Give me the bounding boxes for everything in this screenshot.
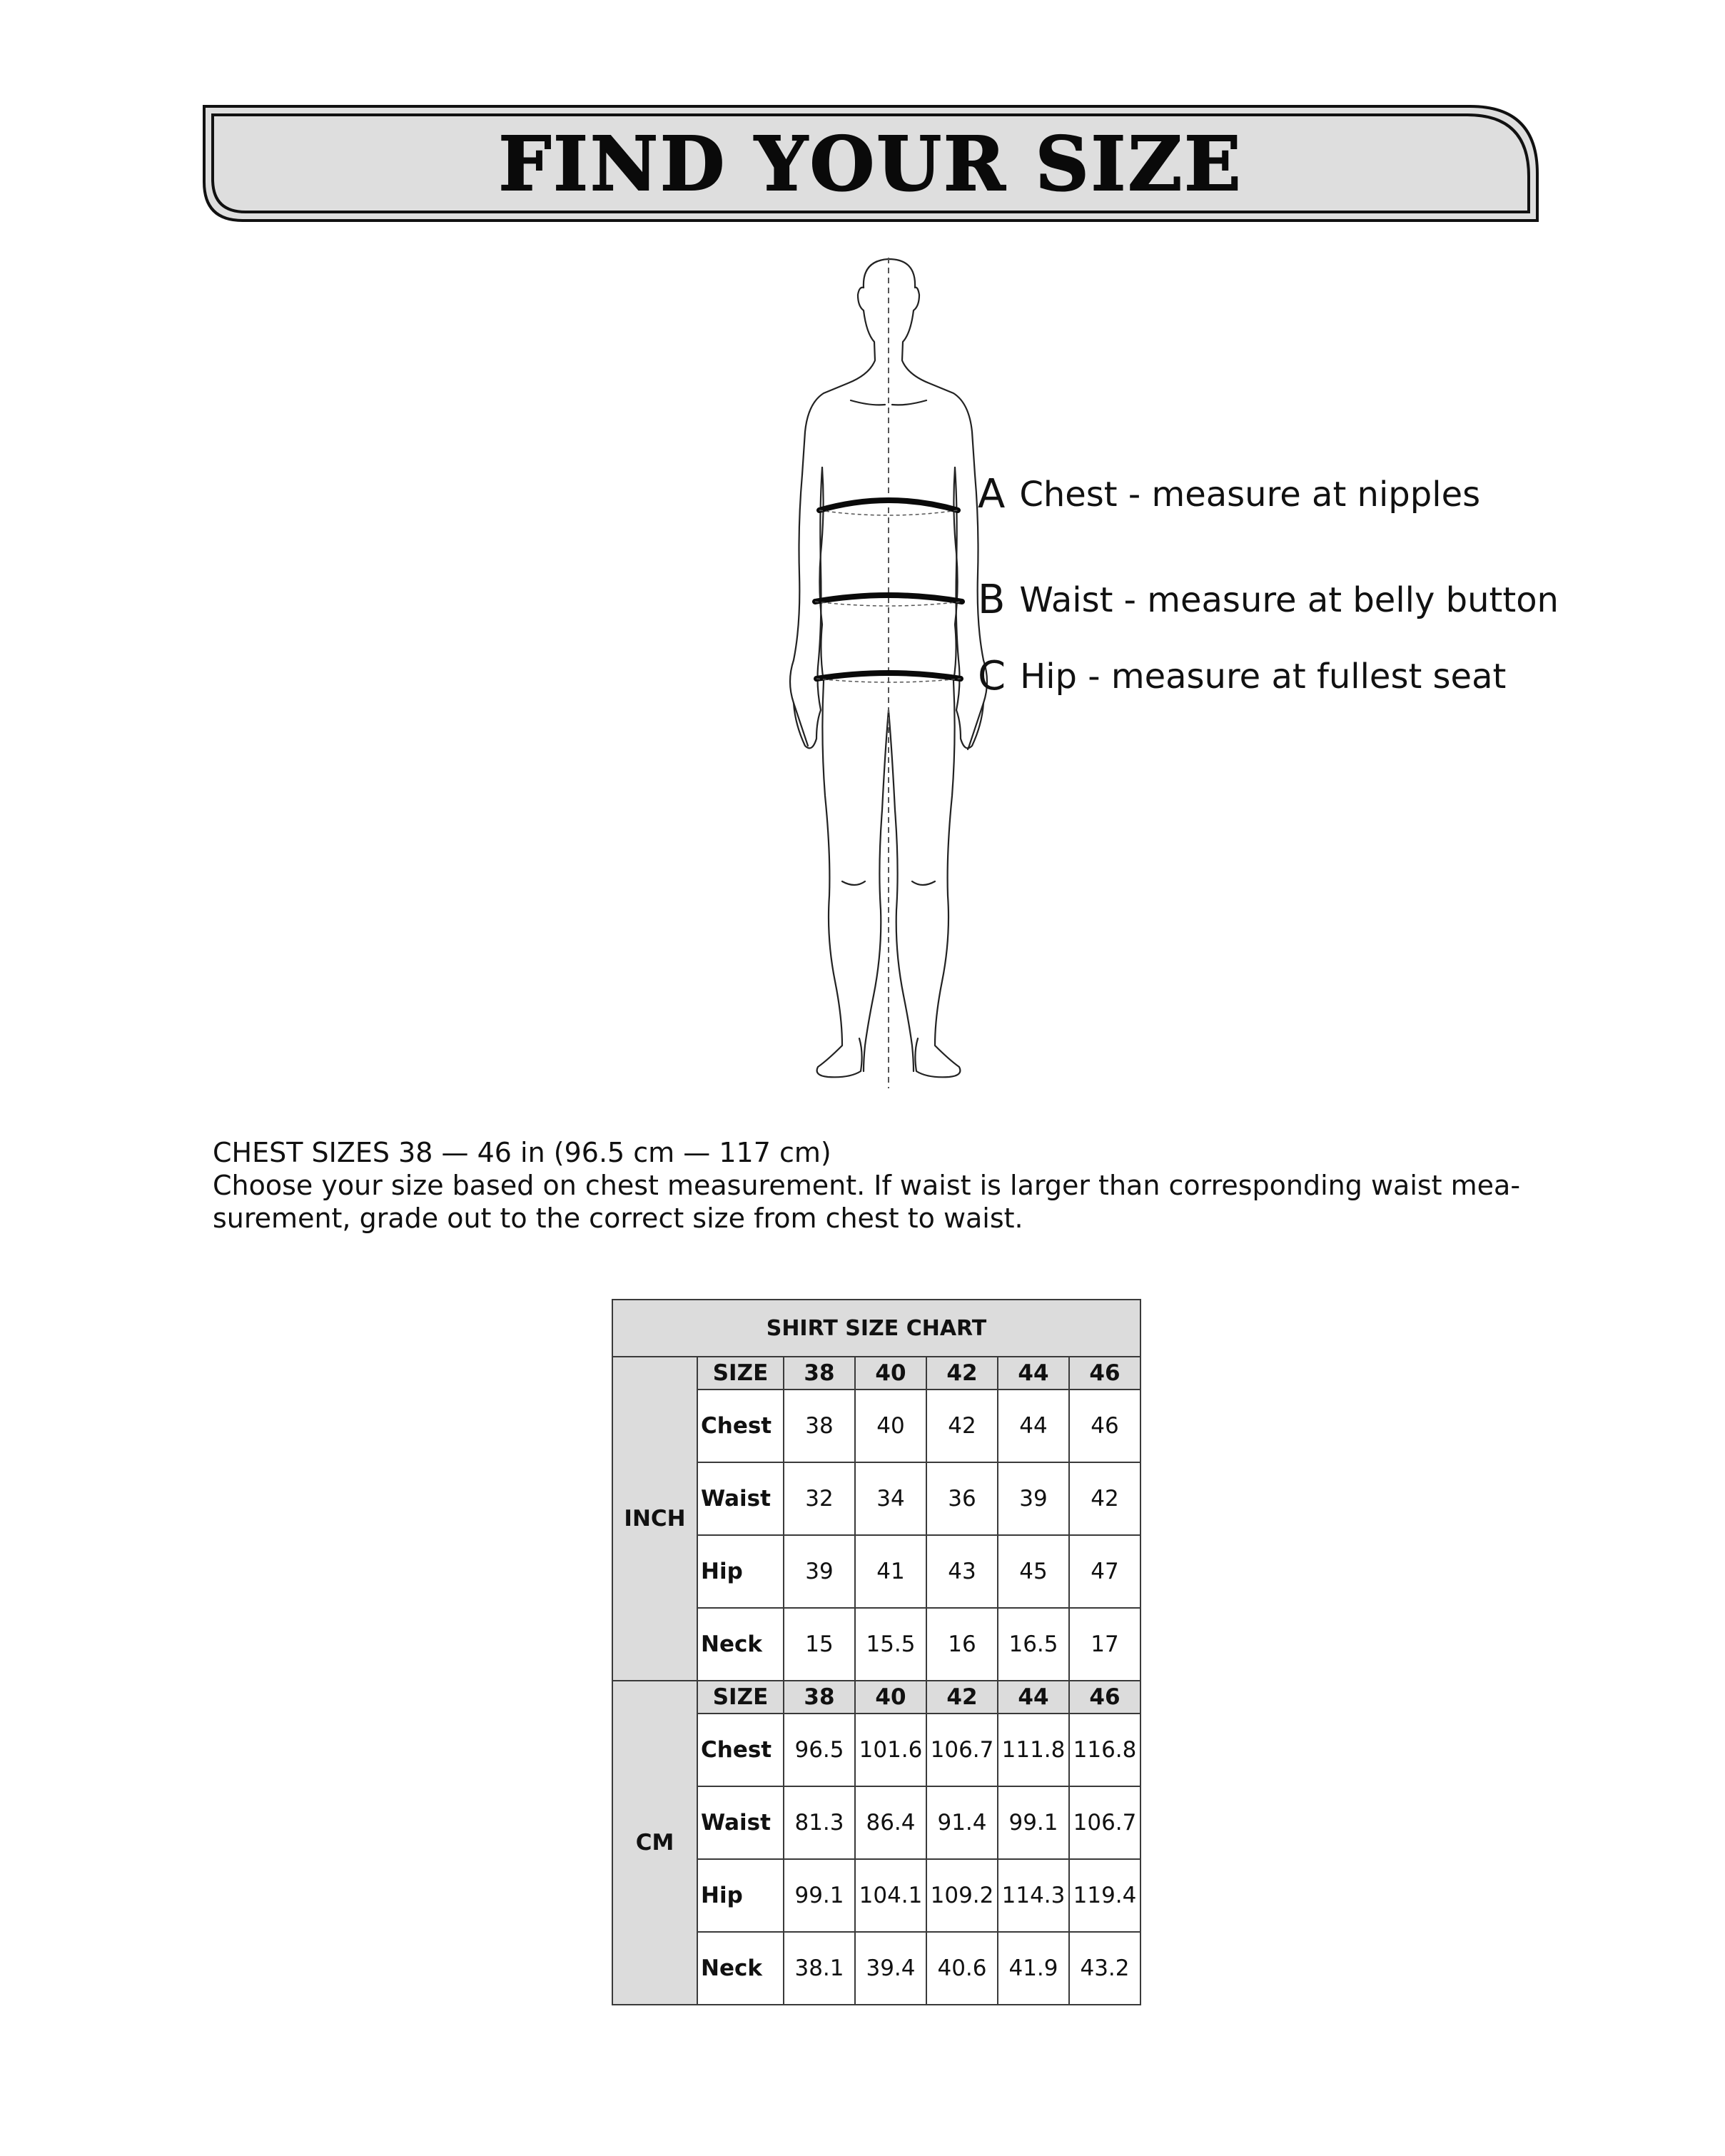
table-cell: 43 (926, 1535, 998, 1608)
size-header-cell: 38 (784, 1357, 855, 1390)
table-cell: 99.1 (784, 1859, 855, 1932)
table-cell: 42 (926, 1390, 998, 1462)
table-cell: 99.1 (998, 1786, 1069, 1859)
table-cell: 86.4 (855, 1786, 926, 1859)
size-header-row-cm (612, 1681, 1140, 1714)
measure-letter: C (978, 653, 1006, 699)
size-header-cell: 38 (784, 1681, 855, 1714)
size-header-label: SIZE (697, 1357, 784, 1390)
table-cell: 116.8 (1069, 1714, 1140, 1786)
table-cell: 39.4 (855, 1932, 926, 2005)
table-cell: 114.3 (998, 1859, 1069, 1932)
table-cell: 36 (926, 1462, 998, 1535)
size-header-cell: 44 (998, 1681, 1069, 1714)
measure-letter: A (978, 471, 1006, 517)
measure-label-waist (978, 577, 1559, 623)
table-cell: 38.1 (784, 1932, 855, 2005)
table-cell: 104.1 (855, 1859, 926, 1932)
row-label: Neck (697, 1608, 784, 1681)
table-cell: 101.6 (855, 1714, 926, 1786)
unit-label-inch: INCH (612, 1357, 697, 1681)
measure-text: Hip - measure at fullest seat (1020, 656, 1507, 697)
measure-label-hip (978, 653, 1506, 699)
table-cell: 41 (855, 1535, 926, 1608)
size-header-cell: 46 (1069, 1681, 1140, 1714)
measure-letter: B (978, 577, 1006, 623)
table-cell: 106.7 (926, 1714, 998, 1786)
size-header-cell: 40 (855, 1357, 926, 1390)
intro-line-chest-sizes: CHEST SIZES 38 — 46 in (96.5 cm — 117 cm) (213, 1137, 831, 1168)
shirt-size-chart (612, 1299, 1141, 2005)
table-cell: 16.5 (998, 1608, 1069, 1681)
table-cell: 81.3 (784, 1786, 855, 1859)
table-cell: 41.9 (998, 1932, 1069, 2005)
measure-label-chest (978, 471, 1480, 517)
intro-line-instructions-cont: surement, grade out to the correct size from chest to waist. (213, 1203, 1023, 1234)
page-title: FIND YOUR SIZE (498, 119, 1243, 208)
header-banner (200, 102, 1542, 225)
table-cell: 16 (926, 1608, 998, 1681)
row-label: Hip (697, 1859, 784, 1932)
table-cell: 39 (784, 1535, 855, 1608)
table-cell: 15.5 (855, 1608, 926, 1681)
table-cell: 15 (784, 1608, 855, 1681)
size-header-cell: 44 (998, 1357, 1069, 1390)
table-cell: 32 (784, 1462, 855, 1535)
table-cell: 46 (1069, 1390, 1140, 1462)
size-header-cell: 42 (926, 1681, 998, 1714)
measure-text: Waist - measure at belly button (1019, 580, 1559, 620)
size-header-label: SIZE (697, 1681, 784, 1714)
table-title: SHIRT SIZE CHART (612, 1300, 1140, 1357)
table-cell: 44 (998, 1390, 1069, 1462)
table-cell: 39 (998, 1462, 1069, 1535)
row-label: Chest (697, 1390, 784, 1462)
table-cell: 47 (1069, 1535, 1140, 1608)
table-cell: 34 (855, 1462, 926, 1535)
measure-text: Chest - measure at nipples (1019, 474, 1481, 515)
row-label: Hip (697, 1535, 784, 1608)
table-cell: 40.6 (926, 1932, 998, 2005)
size-header-cell: 40 (855, 1681, 926, 1714)
table-cell: 45 (998, 1535, 1069, 1608)
table-cell: 38 (784, 1390, 855, 1462)
unit-label-cm: CM (612, 1681, 697, 2005)
row-label: Chest (697, 1714, 784, 1786)
table-cell: 111.8 (998, 1714, 1069, 1786)
size-header-row-inch (612, 1357, 1140, 1390)
row-label: Waist (697, 1786, 784, 1859)
row-label: Neck (697, 1932, 784, 2005)
size-header-cell: 46 (1069, 1357, 1140, 1390)
table-cell: 96.5 (784, 1714, 855, 1786)
table-cell: 43.2 (1069, 1932, 1140, 2005)
table-cell: 17 (1069, 1608, 1140, 1681)
intro-text (213, 1136, 1540, 1235)
row-label: Waist (697, 1462, 784, 1535)
size-header-cell: 42 (926, 1357, 998, 1390)
table-cell: 106.7 (1069, 1786, 1140, 1859)
table-cell: 91.4 (926, 1786, 998, 1859)
table-cell: 119.4 (1069, 1859, 1140, 1932)
table-cell: 40 (855, 1390, 926, 1462)
table-cell: 42 (1069, 1462, 1140, 1535)
intro-line-instructions: Choose your size based on chest measurement. If waist is larger than corresponding waist mea- (213, 1170, 1521, 1201)
table-cell: 109.2 (926, 1859, 998, 1932)
